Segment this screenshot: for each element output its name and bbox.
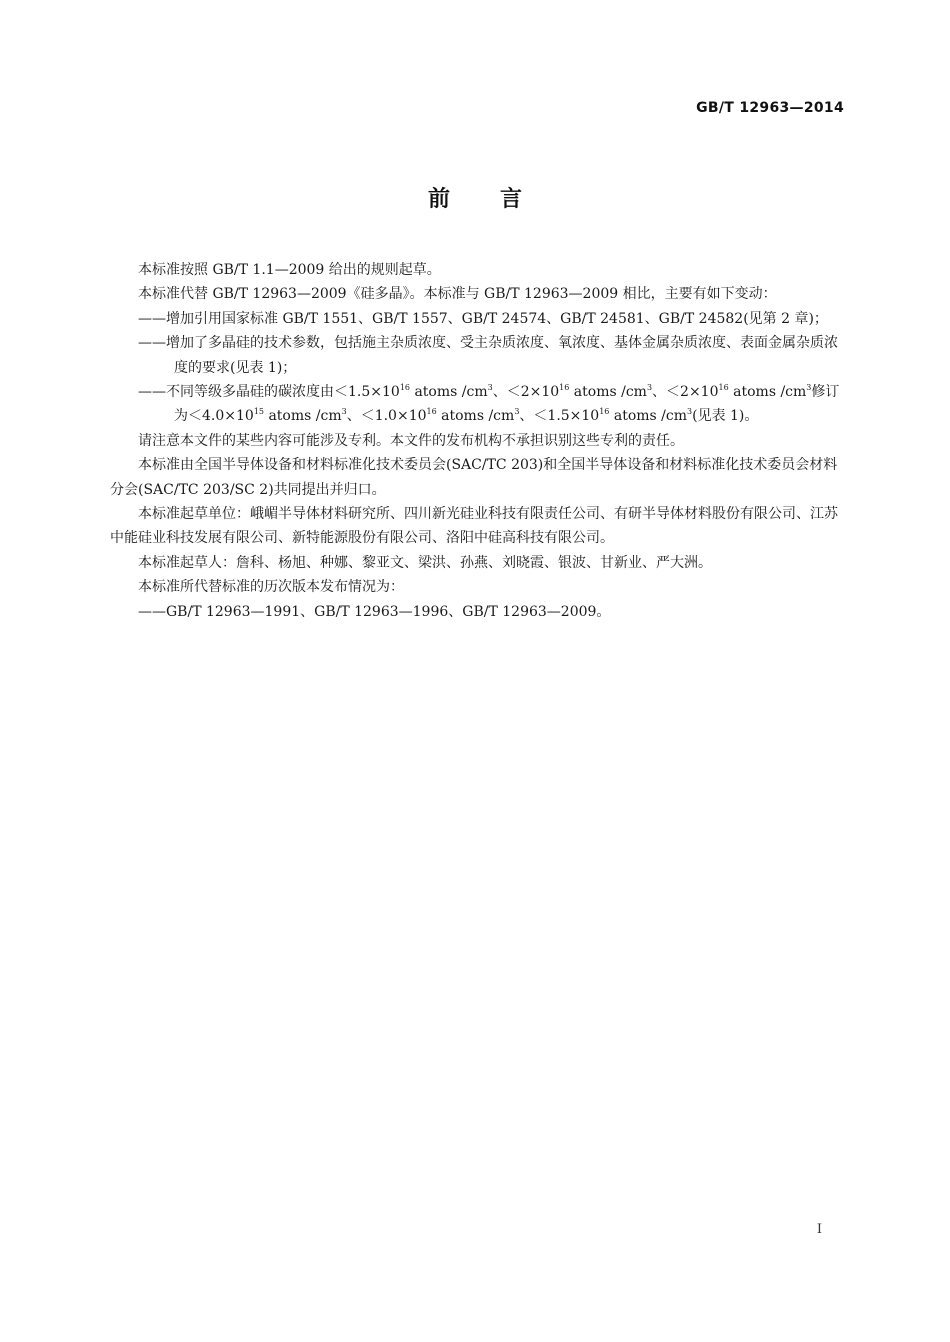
paragraph-patent-notice: 请注意本文件的某些内容可能涉及专利。本文件的发布机构不承担识别这些专利的责任。 [138, 432, 684, 449]
exponent: 16 [559, 383, 570, 393]
text-segment: 修订为＜4.0×10 [174, 384, 840, 425]
page-title: 前言 [427, 187, 572, 212]
paragraph-drafting-rules: 本标准按照 GB/T 1.1—2009 给出的规则起草。 [138, 262, 441, 278]
paragraph-drafting-units: 本标准起草单位：峨嵋半导体材料研究所、四川新光硅业科技有限责任公司、有研半导体材料股份有限公司、江苏中能硅业科技发展有限公司、新特能源股份有限公司、洛阳中硅高科技有限公司。 [110, 506, 838, 547]
text-segment: ——不同等级多晶硅的碳浓度由＜1.5×10 [138, 384, 400, 401]
text-segment: atoms /cm [569, 384, 647, 401]
exponent: 3 [646, 383, 653, 393]
foreword-body [110, 258, 845, 624]
text-segment: atoms /cm [436, 408, 515, 425]
text-segment: 、＜2×10 [652, 384, 719, 401]
paragraph-proposing-body: 本标准由全国半导体设备和材料标准化技术委员会(SAC/TC 203)和全国半导体设备和材料标准化技术委员会材料分会(SAC/TC 203/SC 2)共同提出并归口。 [110, 457, 838, 498]
paragraph-drafters: 本标准起草人：詹科、杨旭、种娜、黎亚文、梁洪、孙燕、刘晓霞、银波、甘新业、严大洲。 [138, 554, 712, 571]
change-item-parameters: ——增加了多晶硅的技术参数，包括施主杂质浓度、受主杂质浓度、氧浓度、基体金属杂质浓度、表面金属杂质浓度的要求(见表 1)； [138, 335, 838, 376]
exponent: 16 [599, 407, 610, 417]
exponent: 16 [426, 407, 437, 417]
exponent: 16 [718, 383, 729, 393]
exponent: 3 [514, 407, 520, 417]
exponent: 3 [806, 383, 812, 393]
change-item-references: ——增加引用国家标准 GB/T 1551、GB/T 1557、GB/T 24574、GB/T 24581、GB/T 24582(见第 2 章)； [138, 310, 828, 327]
paragraph-replacement: 本标准代替 GB/T 12963—2009《硅多晶》。本标准与 GB/T 12963—2009 相比，主要有如下变动： [138, 286, 777, 303]
text-segment: 、＜1.0×10 [346, 408, 427, 425]
text-segment: atoms /cm [728, 384, 807, 401]
paragraph-version-history: 本标准所代替标准的历次版本发布情况为： [138, 579, 404, 596]
text-segment: 、＜2×10 [492, 384, 560, 401]
change-item-carbon-concentration [110, 380, 845, 429]
page-number: I [816, 1222, 822, 1237]
text-segment: atoms /cm [264, 408, 342, 425]
version-history-item: ——GB/T 12963—1991、GB/T 12963—1996、GB/T 12963—2009。 [138, 603, 611, 620]
text-segment: 、＜1.5×10 [519, 408, 600, 425]
exponent: 15 [253, 407, 264, 417]
standard-code: GB/T 12963—2014 [696, 100, 844, 116]
exponent: 16 [399, 383, 410, 393]
text-segment: atoms /cm [609, 408, 688, 425]
text-segment: atoms /cm [410, 384, 488, 401]
exponent: 3 [341, 407, 347, 417]
exponent: 3 [487, 383, 493, 393]
exponent: 3 [687, 407, 693, 417]
text-segment: (见表 1)。 [692, 408, 759, 425]
